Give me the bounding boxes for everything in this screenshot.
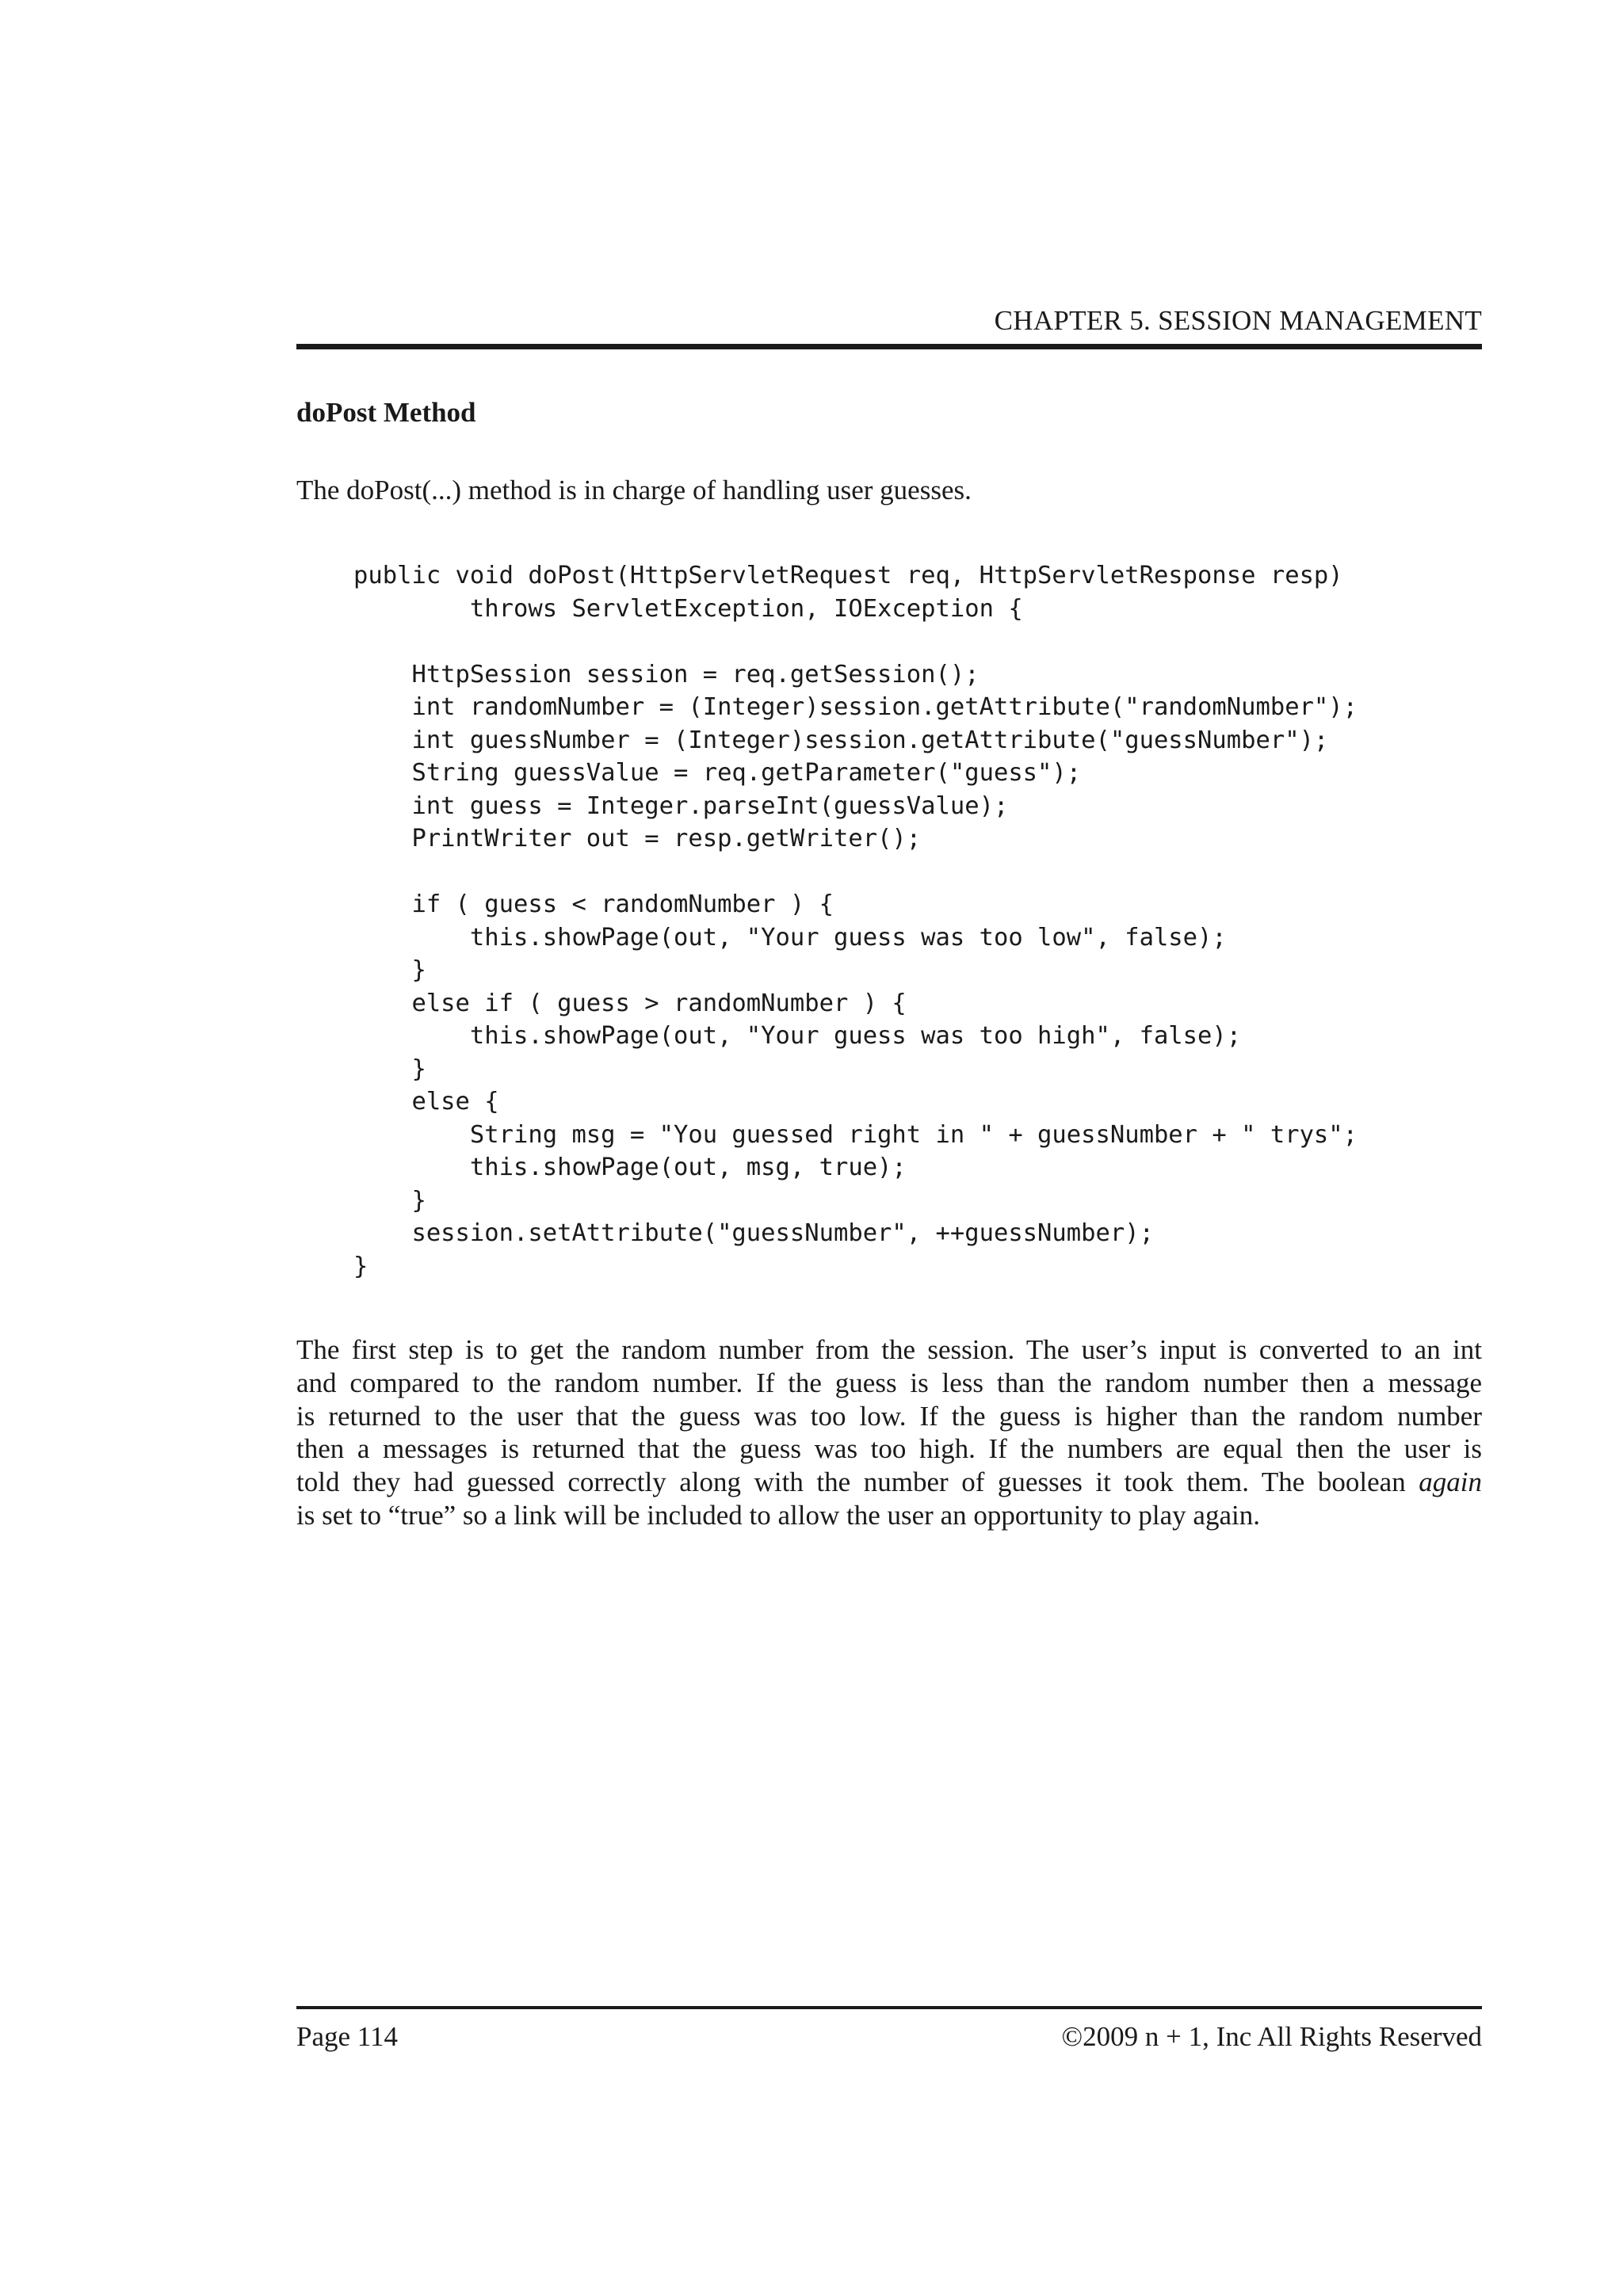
paragraph-line: then a messages is returned that the guess was too high. If the numbers are equal then the user is <box>296 1433 1482 1465</box>
code-line: this.showPage(out, msg, true); <box>353 1154 907 1181</box>
code-line: this.showPage(out, "Your guess was too high", false); <box>353 1022 1242 1050</box>
header-rule <box>296 344 1482 349</box>
code-line: PrintWriter out = resp.getWriter(); <box>353 825 922 852</box>
page-number: Page 114 <box>296 2021 398 2052</box>
code-line: else { <box>353 1088 499 1116</box>
code-line: session.setAttribute("guessNumber", ++guessNumber); <box>353 1219 1154 1247</box>
code-line: } <box>353 1186 426 1215</box>
code-line: } <box>353 1055 426 1083</box>
paragraph-line: The first step is to get the random number from the session. The user’s input is converted to an int <box>296 1334 1482 1365</box>
code-line <box>353 856 1358 889</box>
code-listing <box>353 559 1358 1283</box>
running-header: CHAPTER 5. SESSION MANAGEMENT <box>994 305 1482 336</box>
paragraph-line-text: told they had guessed correctly along with the number of guesses it took them. The boolean <box>296 1466 1419 1498</box>
code-line: int guessNumber = (Integer)session.getAttribute("guessNumber"); <box>353 726 1329 754</box>
section-heading: doPost Method <box>296 397 476 428</box>
code-line: HttpSession session = req.getSession(); <box>353 660 980 688</box>
paragraph-line: and compared to the random number. If the guess is less than the random number then a message <box>296 1367 1482 1398</box>
copyright-notice: ©2009 n + 1, Inc All Rights Reserved <box>1061 2021 1482 2052</box>
code-line: if ( guess < randomNumber ) { <box>353 891 834 918</box>
explanation-paragraph <box>296 1333 1482 1532</box>
code-line <box>353 625 1358 658</box>
code-line: int guess = Integer.parseInt(guessValue); <box>353 791 1009 820</box>
footer-rule <box>296 2006 1482 2009</box>
code-line: else if ( guess > randomNumber ) { <box>353 989 907 1017</box>
code-line: throws ServletException, IOException { <box>353 594 1023 623</box>
code-line: public void doPost(HttpServletRequest req, HttpServletResponse resp) <box>353 562 1343 589</box>
code-line: this.showPage(out, "Your guess was too low", false); <box>353 923 1227 952</box>
paragraph-line: is set to “true” so a link will be included to allow the user an opportunity to play again. <box>296 1499 1260 1531</box>
code-line: } <box>353 956 426 984</box>
code-line: int randomNumber = (Integer)session.getAttribute("randomNumber"); <box>353 693 1358 721</box>
paragraph-line <box>296 1466 1482 1499</box>
intro-paragraph: The doPost(...) method is in charge of handling user guesses. <box>296 475 972 505</box>
code-line: } <box>353 1252 369 1280</box>
paragraph-line: is returned to the user that the guess was too low. If the guess is higher than the random number <box>296 1400 1482 1432</box>
italic-term: again <box>1419 1466 1482 1498</box>
code-line: String msg = "You guessed right in " + guessNumber + " trys"; <box>353 1120 1358 1149</box>
code-line: String guessValue = req.getParameter("guess"); <box>353 759 1082 787</box>
